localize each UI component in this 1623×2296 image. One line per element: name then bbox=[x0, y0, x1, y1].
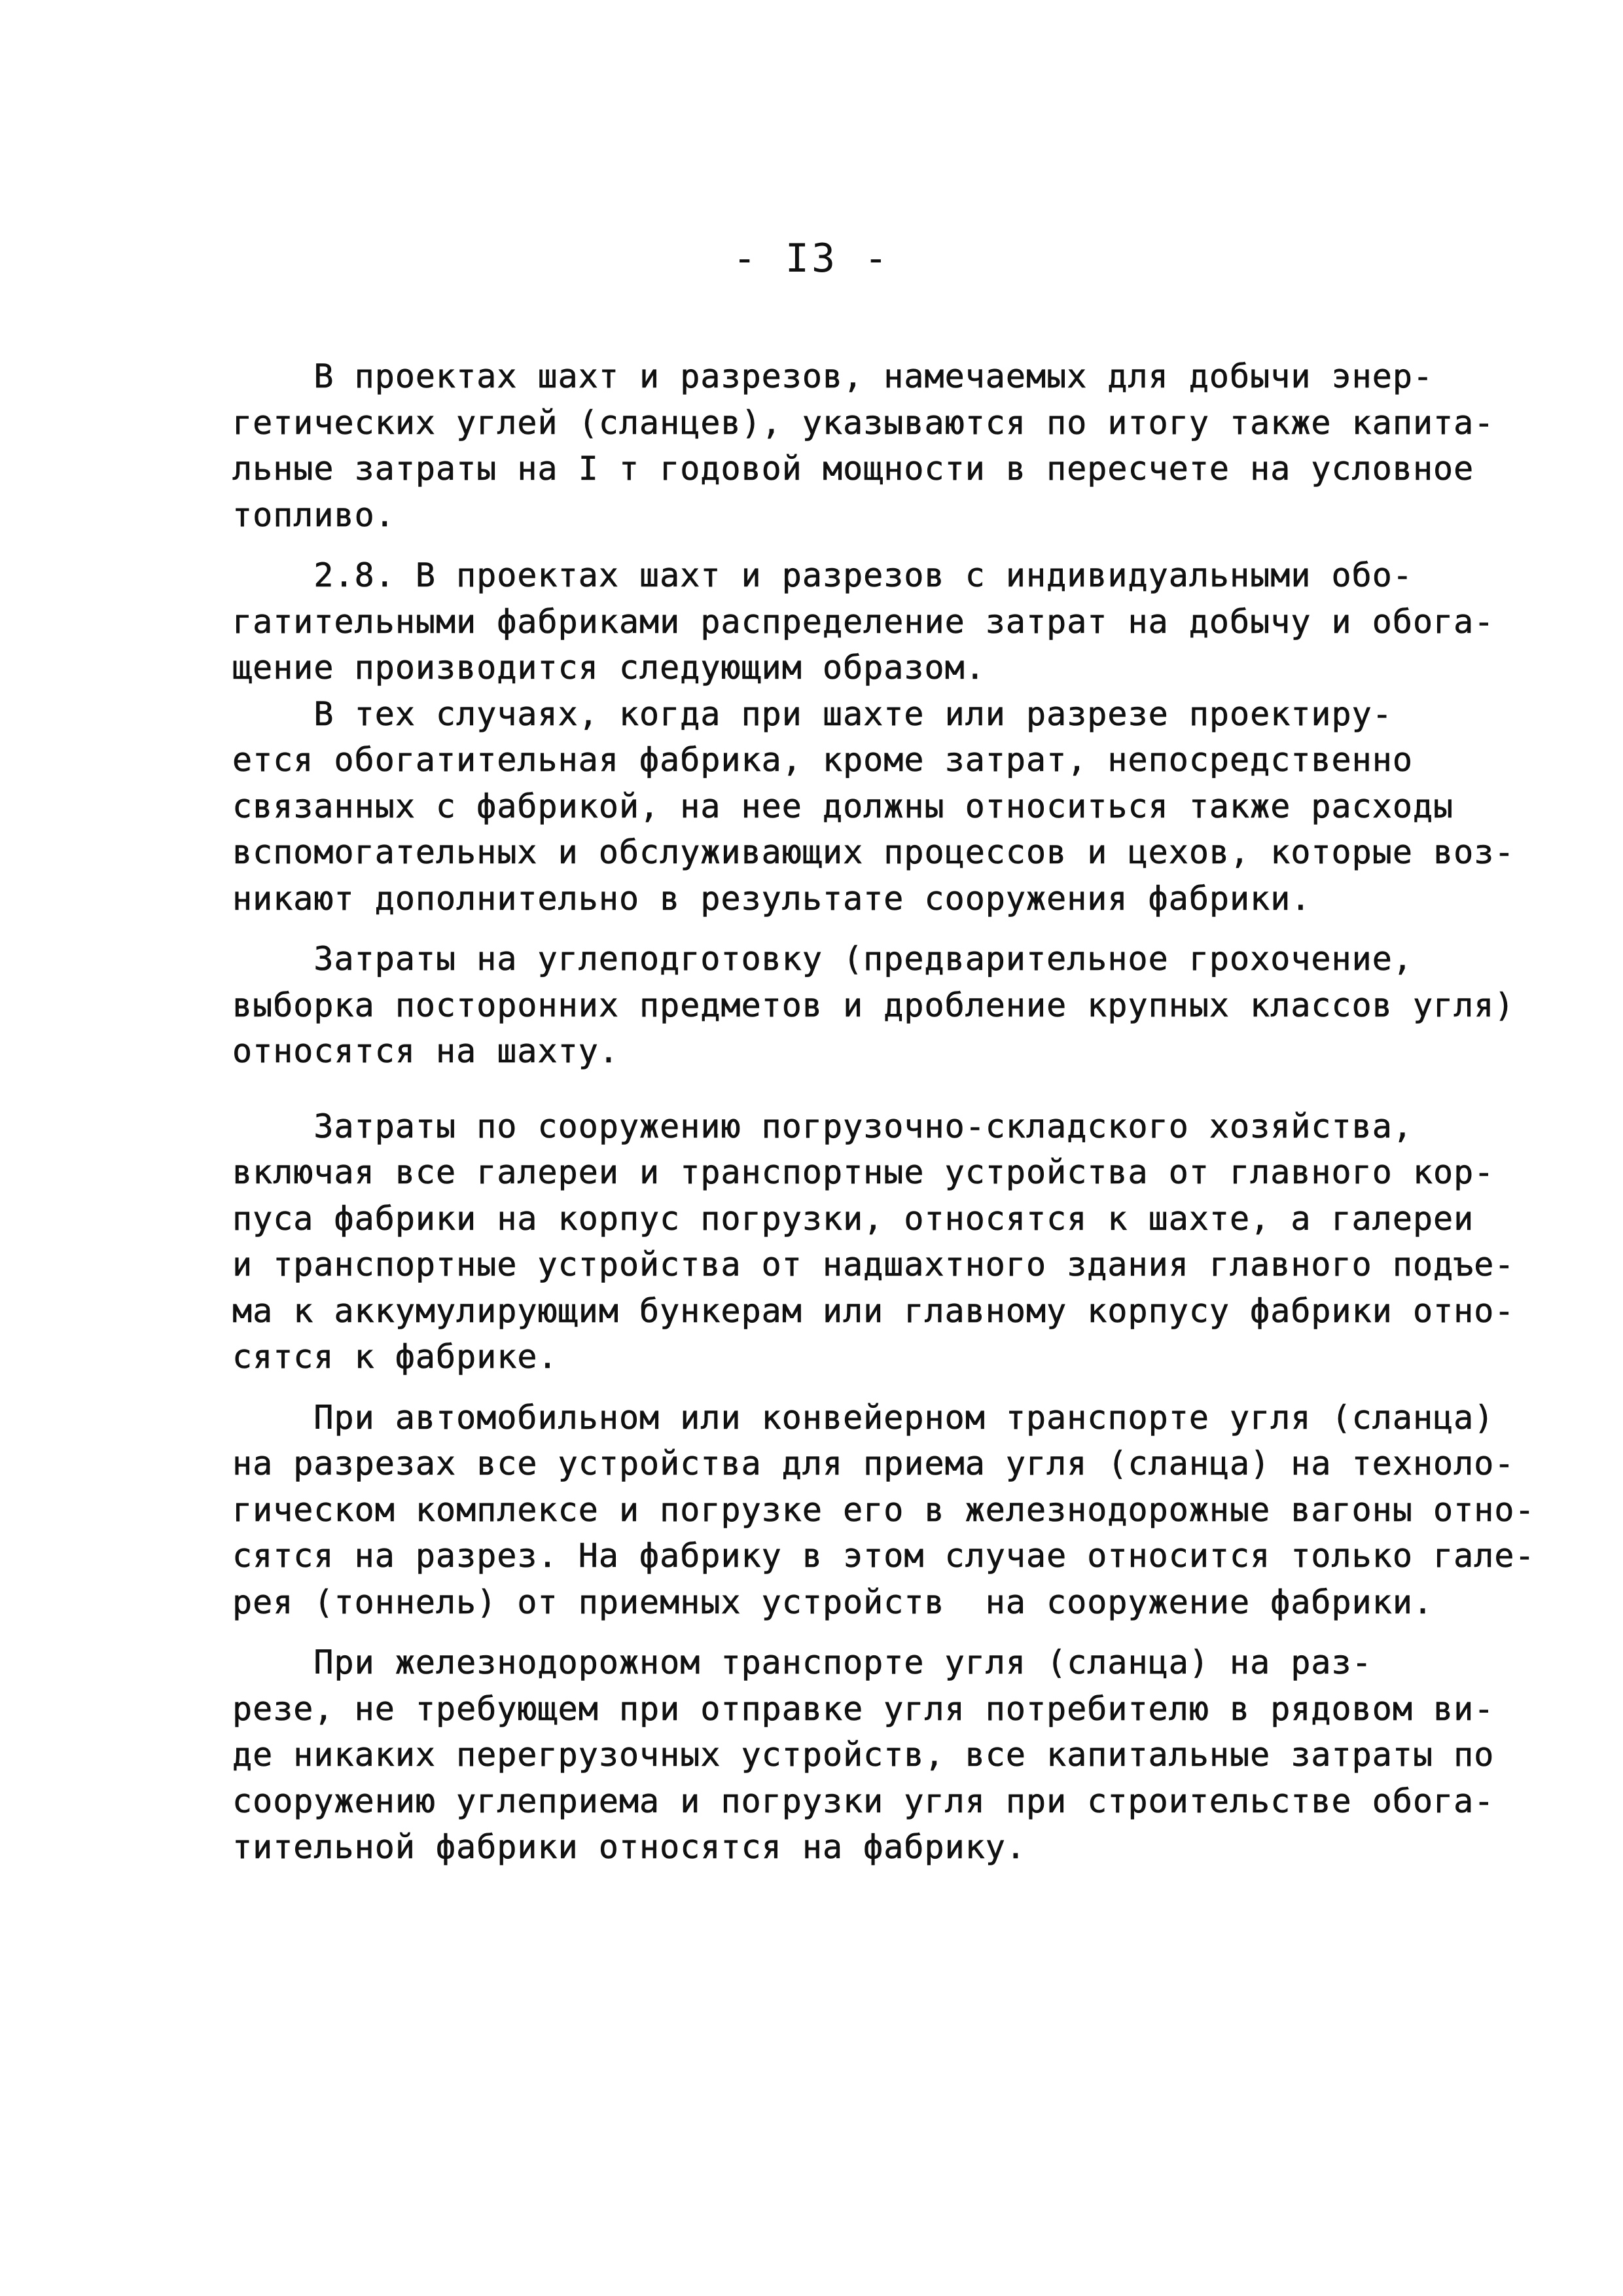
text-line: Затраты по сооружению погрузочно-складского хозяйства, bbox=[232, 1107, 1413, 1145]
paragraph-energy-coal bbox=[232, 353, 1495, 538]
body-text bbox=[232, 353, 1535, 1871]
paragraph-processing-plant bbox=[232, 691, 1515, 922]
text-line: пуса фабрики на корпус погрузки, относятся к шахте, а галереи bbox=[232, 1199, 1474, 1238]
paragraph-section-2-8 bbox=[232, 552, 1495, 691]
paragraph-rail-transport bbox=[232, 1640, 1495, 1871]
paragraph-road-conveyor-transport bbox=[232, 1395, 1535, 1626]
page-number: - I3 - bbox=[732, 236, 891, 281]
text-line: сооружению углеприема и погрузки угля при строительстве обога- bbox=[232, 1782, 1495, 1820]
text-line: относятся на шахту. bbox=[232, 1032, 619, 1070]
text-line: включая все галереи и транспортные устройства от главного кор- bbox=[232, 1153, 1495, 1191]
text-line: никают дополнительно в результате сооружения фабрики. bbox=[232, 879, 1311, 918]
paragraph-coal-preparation bbox=[232, 936, 1515, 1075]
text-line: гетических углей (сланцев), указываются по итогу также капита- bbox=[232, 403, 1495, 442]
text-line: на разрезах все устройства для приема угля (сланца) на техноло- bbox=[232, 1444, 1515, 1482]
text-line: ма к аккумулирующим бункерам или главному корпусу фабрики отно- bbox=[232, 1291, 1515, 1330]
text-line: сятся на разрез. На фабрику в этом случае относится только гале- bbox=[232, 1537, 1535, 1575]
text-line: гатительными фабриками распределение затрат на добычу и обога- bbox=[232, 602, 1495, 641]
text-line: Затраты на углеподготовку (предварительное грохочение, bbox=[232, 940, 1413, 978]
text-line: рея (тоннель) от приемных устройств на сооружение фабрики. bbox=[232, 1583, 1434, 1621]
paragraph-loading-storage bbox=[232, 1103, 1515, 1380]
text-line: де никаких перегрузочных устройств, все капитальные затраты по bbox=[232, 1736, 1495, 1774]
text-line: сятся к фабрике. bbox=[232, 1338, 558, 1376]
text-line: резе, не требующем при отправке угля потребителю в рядовом ви- bbox=[232, 1689, 1495, 1728]
text-line: гическом комплексе и погрузке его в железнодорожные вагоны отно- bbox=[232, 1490, 1535, 1529]
text-line: 2.8. В проектах шахт и разрезов с индивидуальными обо- bbox=[232, 556, 1413, 594]
text-line: вспомогательных и обслуживающих процессов и цехов, которые воз- bbox=[232, 833, 1515, 871]
text-line: выборка посторонних предметов и дробление крупных классов угля) bbox=[232, 986, 1515, 1024]
text-line: связанных с фабрикой, на нее должны относиться также расходы bbox=[232, 787, 1454, 825]
text-line: ется обогатительная фабрика, кроме затрат, непосредственно bbox=[232, 741, 1413, 779]
text-line: и транспортные устройства от надшахтного здания главного подъе- bbox=[232, 1246, 1515, 1283]
text-line: льные затраты на I т годовой мощности в пересчете на условное bbox=[232, 450, 1474, 488]
text-line: топливо. bbox=[232, 495, 395, 534]
text-line: щение производится следующим образом. bbox=[232, 649, 986, 687]
text-line: В тех случаях, когда при шахте или разрезе проектиру- bbox=[232, 694, 1393, 733]
text-line: В проектах шахт и разрезов, намечаемых для добычи энер- bbox=[232, 357, 1434, 395]
text-line: тительной фабрики относятся на фабрику. bbox=[232, 1828, 1026, 1866]
text-line: При автомобильном или конвейерном транспорте угля (сланца) bbox=[232, 1398, 1495, 1437]
text-line: При железнодорожном транспорте угля (сланца) на раз- bbox=[232, 1643, 1372, 1681]
